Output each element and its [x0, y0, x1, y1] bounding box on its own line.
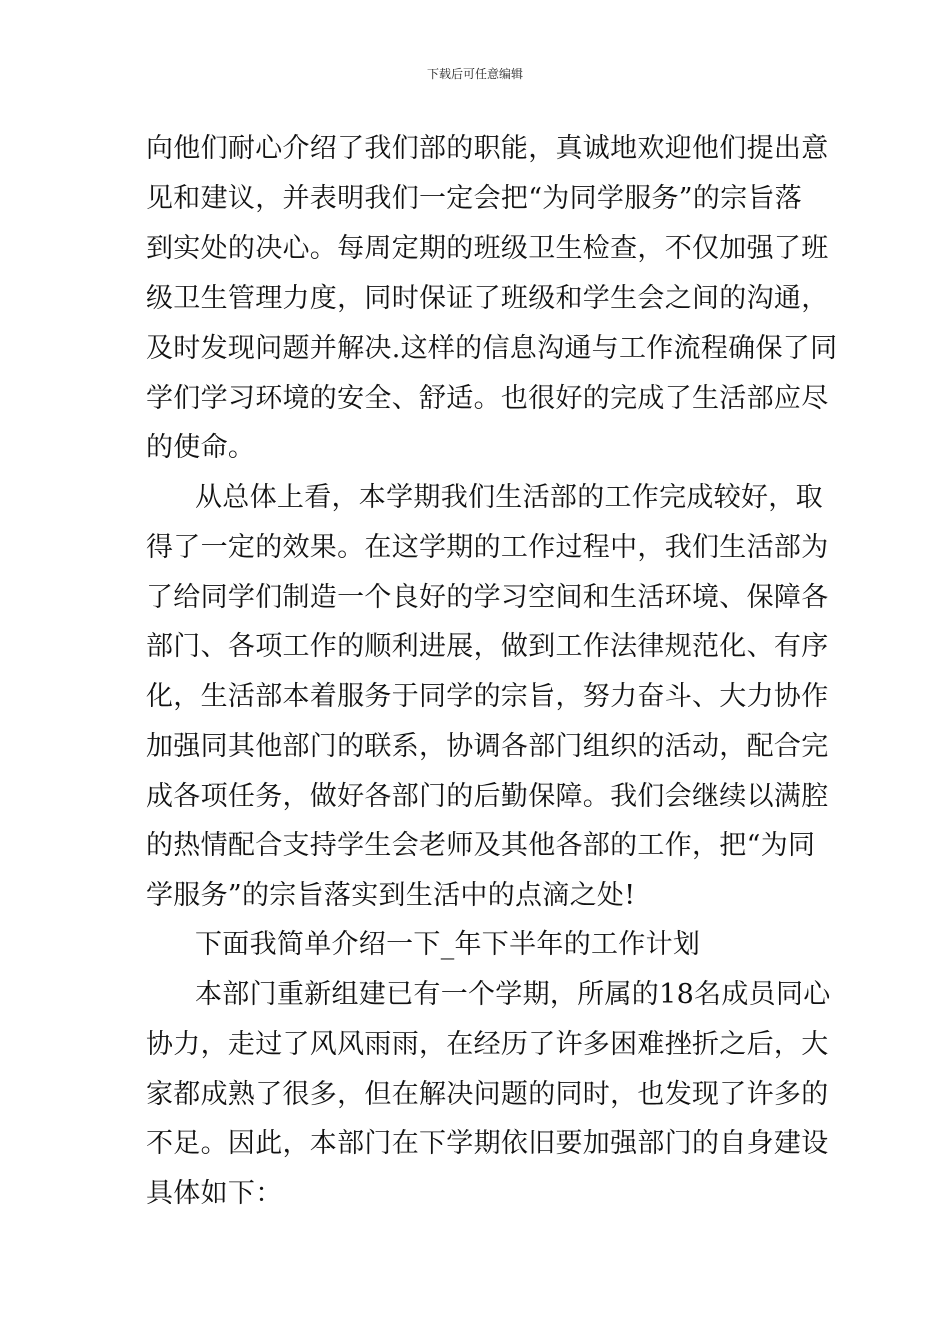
paragraph-line: 化，生活部本着服务于同学的宗旨，努力奋斗、大力协作: [146, 681, 829, 712]
paragraph-line: 部门、各项工作的顺利进展，做到工作法律规范化、有序: [146, 631, 829, 662]
paragraph-first-line: 本部门重新组建已有一个学期，所属的18名成员同心: [195, 979, 831, 1010]
paragraph-line: 学们学习环境的安全、舒适。也很好的完成了生活部应尽: [146, 383, 829, 414]
paragraph-line: 的热情配合支持学生会老师及其他各部的工作，把“为同: [146, 830, 816, 861]
paragraph-line: 具体如下：: [146, 1178, 283, 1209]
paragraph-line: 不足。因此，本部门在下学期依旧要加强部门的自身建设: [146, 1128, 829, 1159]
paragraph-line: 加强同其他部门的联系，协调各部门组织的活动，配合完: [146, 731, 829, 762]
paragraph-line: 家都成熟了很多，但在解决问题的同时，也发现了许多的: [146, 1079, 829, 1110]
paragraph-line: 见和建议，并表明我们一定会把“为同学服务”的宗旨落: [146, 183, 803, 214]
paragraph-first-line: 下面我简单介绍一下_年下半年的工作计划: [195, 929, 701, 960]
paragraph-line: 成各项任务，做好各部门的后勤保障。我们会继续以满腔: [146, 781, 829, 812]
paragraph-line: 了给同学们制造一个良好的学习空间和生活环境、保障各: [146, 582, 829, 613]
paragraph-line: 得了一定的效果。在这学期的工作过程中，我们生活部为: [146, 532, 829, 563]
paragraph-first-line: 从总体上看，本学期我们生活部的工作完成较好，取: [195, 482, 823, 513]
paragraph-line: 及时发现问题并解决.这样的信息沟通与工作流程确保了同: [146, 333, 838, 364]
paragraph-line: 到实处的决心。每周定期的班级卫生检查，不仅加强了班: [146, 233, 829, 264]
paragraph-line: 协力，走过了风风雨雨，在经历了许多困难挫折之后，大: [146, 1029, 829, 1060]
paragraph-line: 级卫生管理力度，同时保证了班级和学生会之间的沟通，: [146, 283, 829, 314]
page-header: 下载后可任意编辑: [426, 67, 523, 81]
paragraph-line: 的使命。: [146, 432, 256, 463]
paragraph-line: 向他们耐心介绍了我们部的职能，真诚地欢迎他们提出意: [146, 133, 829, 164]
paragraph-line: 学服务”的宗旨落实到生活中的点滴之处!: [146, 880, 636, 911]
